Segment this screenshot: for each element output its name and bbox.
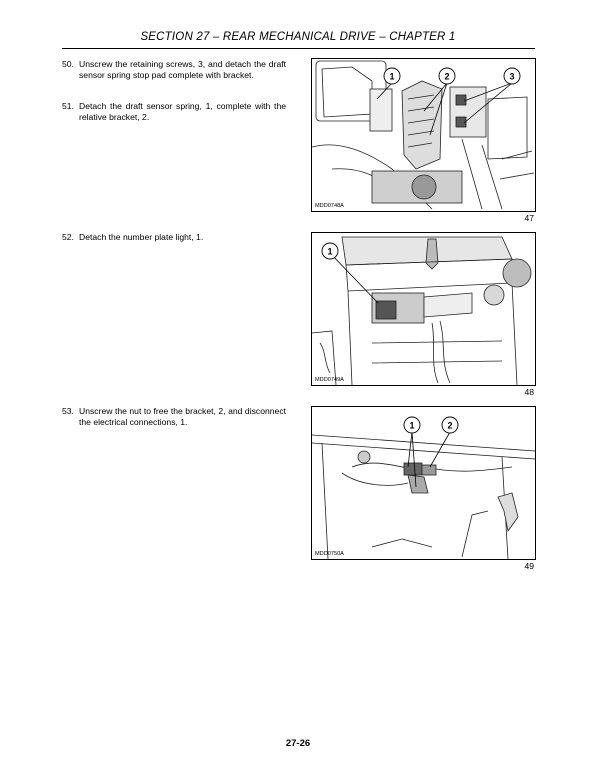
figure-code: MDD0750A bbox=[315, 551, 344, 557]
step-text: Unscrew the nut to free the bracket, 2, and disconnect the electrical connections, 1. bbox=[79, 406, 286, 427]
svg-text:1: 1 bbox=[409, 420, 415, 431]
page-number: 27-26 bbox=[285, 738, 311, 749]
figure-code: MDD0748A bbox=[315, 203, 344, 209]
callout-circle-2 bbox=[442, 417, 458, 433]
figure-49-photo bbox=[311, 406, 536, 560]
number-plate-light-illustration bbox=[312, 233, 535, 385]
figure-number: 49 bbox=[524, 561, 534, 571]
figure-48-photo bbox=[311, 232, 536, 386]
callout-circle-3 bbox=[504, 68, 520, 84]
step-text: Detach the draft sensor spring, 1, complete with the relative bracket, 2. bbox=[79, 101, 286, 122]
draft-sensor-illustration bbox=[312, 59, 535, 211]
callout-circle-1 bbox=[404, 417, 420, 433]
step-50 bbox=[62, 59, 286, 80]
step-number: 52. bbox=[62, 232, 74, 242]
callout-circle-2 bbox=[439, 68, 455, 84]
callout-circle-1 bbox=[322, 243, 338, 259]
svg-text:1: 1 bbox=[389, 71, 395, 82]
callout-circle-1 bbox=[384, 68, 400, 84]
step-number: 51. bbox=[62, 101, 74, 111]
svg-text:2: 2 bbox=[444, 71, 450, 82]
callouts bbox=[377, 83, 512, 135]
figure-number: 47 bbox=[524, 213, 534, 223]
svg-text:1: 1 bbox=[327, 246, 333, 257]
figure-number: 48 bbox=[524, 387, 534, 397]
step-52 bbox=[62, 232, 286, 243]
bracket-connections-illustration bbox=[312, 407, 535, 559]
figure-code: MDD0749A bbox=[315, 377, 344, 383]
header-rule bbox=[62, 48, 535, 49]
figure-47-photo bbox=[311, 58, 536, 212]
step-number: 50. bbox=[62, 59, 74, 69]
svg-text:2: 2 bbox=[447, 420, 453, 431]
step-text: Detach the number plate light, 1. bbox=[79, 232, 204, 242]
step-51 bbox=[62, 101, 286, 122]
section-header: SECTION 27 – REAR MECHANICAL DRIVE – CHAPTER 1 bbox=[140, 31, 456, 43]
step-number: 53. bbox=[62, 406, 74, 416]
svg-text:3: 3 bbox=[509, 71, 515, 82]
step-53 bbox=[62, 406, 286, 427]
step-text: Unscrew the retaining screws, 3, and detach the draft sensor spring stop pad complete with bracket. bbox=[79, 59, 286, 80]
